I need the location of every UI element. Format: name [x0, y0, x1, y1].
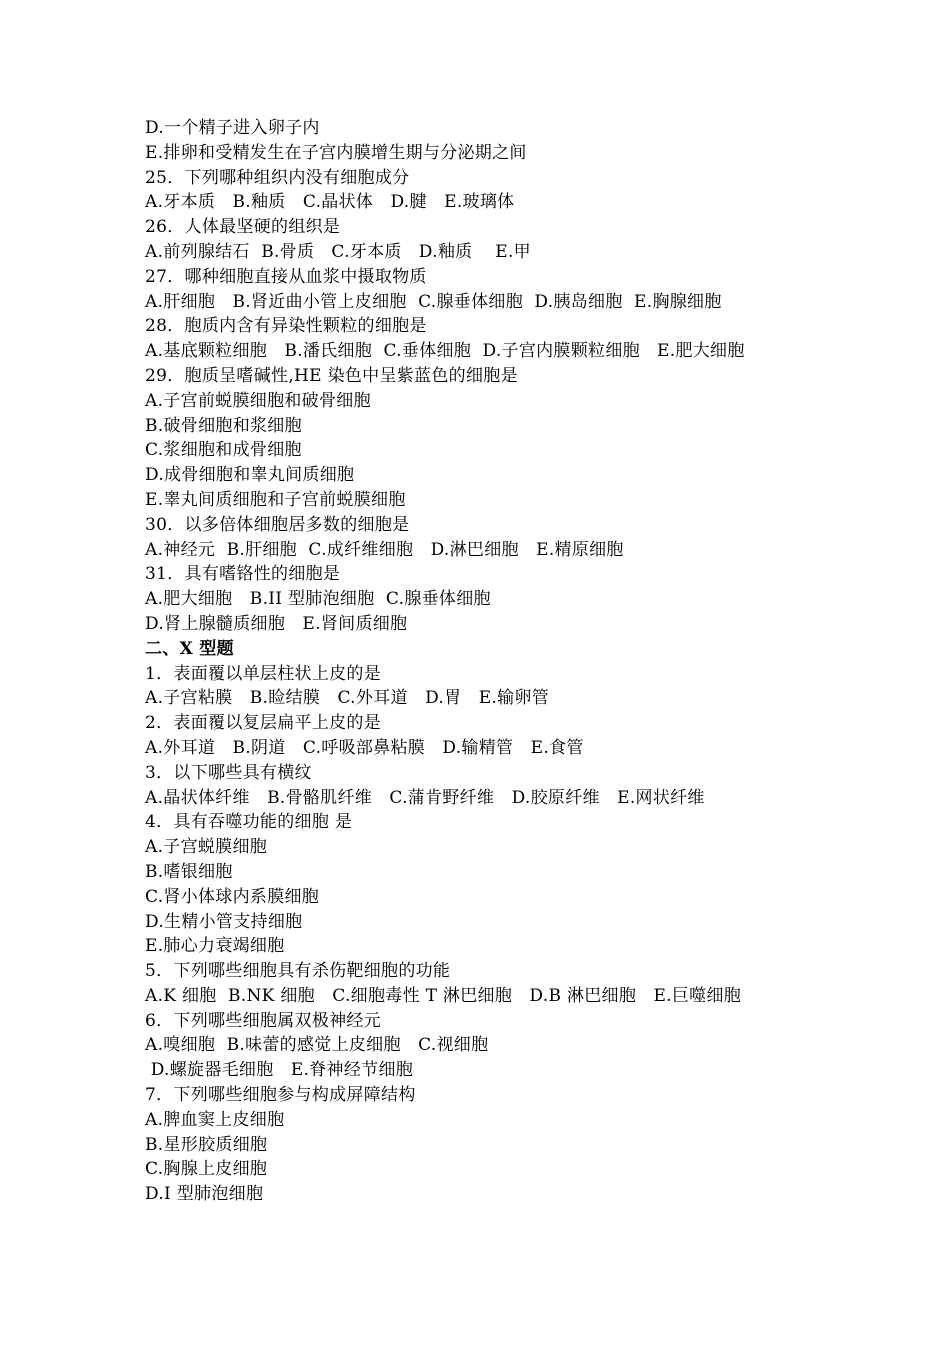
text-line: A.肥大细胞 B.II 型肺泡细胞 C.腺垂体细胞: [145, 589, 491, 610]
text-line: A.子宫蜕膜细胞: [145, 837, 268, 858]
text-line: A.K 细胞 B.NK 细胞 C.细胞毒性 T 淋巴细胞 D.B 淋巴细胞 E.巨噬细胞: [145, 985, 742, 1006]
text-line: A.神经元 B.肝细胞 C.成纤维细胞 D.淋巴细胞 E.精原细胞: [145, 539, 624, 560]
text-line: 5．下列哪些细胞具有杀伤靶细胞的功能: [145, 961, 451, 982]
text-line: E.排卵和受精发生在子宫内膜增生期与分泌期之间: [145, 142, 527, 163]
text-line: D.肾上腺髓质细胞 E.肾间质细胞: [145, 613, 408, 634]
text-line: 26．人体最坚硬的组织是: [145, 217, 341, 238]
document-body: [145, 116, 925, 1207]
text-line: 4．具有吞噬功能的细胞 是: [145, 812, 353, 833]
text-line: A.牙本质 B.釉质 C.晶状体 D.腱 E.玻璃体: [145, 192, 515, 213]
text-line: 3．以下哪些具有横纹: [145, 762, 312, 783]
text-line: A.基底颗粒细胞 B.潘氏细胞 C.垂体细胞 D.子宫内膜颗粒细胞 E.肥大细胞: [145, 341, 745, 362]
section-heading: 二、X 型题: [145, 638, 234, 659]
text-line: D.I 型肺泡细胞: [145, 1184, 264, 1205]
text-line: 2．表面覆以复层扁平上皮的是: [145, 713, 382, 734]
text-line: D.生精小管支持细胞: [145, 911, 303, 932]
text-line: D.成骨细胞和睾丸间质细胞: [145, 465, 355, 486]
text-line: A.前列腺结石 B.骨质 C.牙本质 D.釉质 E.甲: [145, 241, 531, 262]
text-line: A.嗅细胞 B.味蕾的感觉上皮细胞 C.视细胞: [145, 1035, 489, 1056]
text-line: 31．具有嗜铬性的细胞是: [145, 564, 341, 585]
text-line: A.肝细胞 B.肾近曲小管上皮细胞 C.腺垂体细胞 D.胰岛细胞 E.胸腺细胞: [145, 291, 722, 312]
text-line: A.子宫前蜕膜细胞和破骨细胞: [145, 390, 371, 411]
text-line: 27．哪种细胞直接从血浆中摄取物质: [145, 266, 427, 287]
text-line: B.嗜银细胞: [145, 861, 233, 882]
text-line: B.星形胶质细胞: [145, 1134, 268, 1155]
text-line: 7．下列哪些细胞参与构成屏障结构: [145, 1085, 416, 1106]
text-line: 29．胞质呈嗜碱性,HE 染色中呈紫蓝色的细胞是: [145, 365, 518, 386]
text-line: D.一个精子进入卵子内: [145, 118, 320, 138]
text-line: D.螺旋器毛细胞 E.脊神经节细胞: [145, 1060, 414, 1081]
text-line: E.肺心力衰竭细胞: [145, 936, 285, 957]
text-line: B.破骨细胞和浆细胞: [145, 415, 302, 436]
text-line: A.子宫粘膜 B.睑结膜 C.外耳道 D.胃 E.输卵管: [145, 688, 550, 709]
text-line: 28．胞质内含有异染性颗粒的细胞是: [145, 316, 427, 337]
text-line: C.浆细胞和成骨细胞: [145, 440, 302, 461]
text-line: A.脾血窦上皮细胞: [145, 1109, 285, 1130]
text-line: C.肾小体球内系膜细胞: [145, 886, 320, 907]
text-line: 1．表面覆以单层柱状上皮的是: [145, 663, 382, 684]
text-line: 30．以多倍体细胞居多数的细胞是: [145, 514, 410, 535]
text-line: 25．下列哪种组织内没有细胞成分: [145, 167, 410, 188]
text-line: A.晶状体纤维 B.骨骼肌纤维 C.蒲肯野纤维 D.胶原纤维 E.网状纤维: [145, 787, 705, 808]
text-line: E.睾丸间质细胞和子宫前蜕膜细胞: [145, 489, 406, 510]
text-line: 6．下列哪些细胞属双极神经元: [145, 1010, 382, 1031]
text-line: C.胸腺上皮细胞: [145, 1159, 268, 1180]
text-line: A.外耳道 B.阴道 C.呼吸部鼻粘膜 D.输精管 E.食管: [145, 737, 584, 758]
